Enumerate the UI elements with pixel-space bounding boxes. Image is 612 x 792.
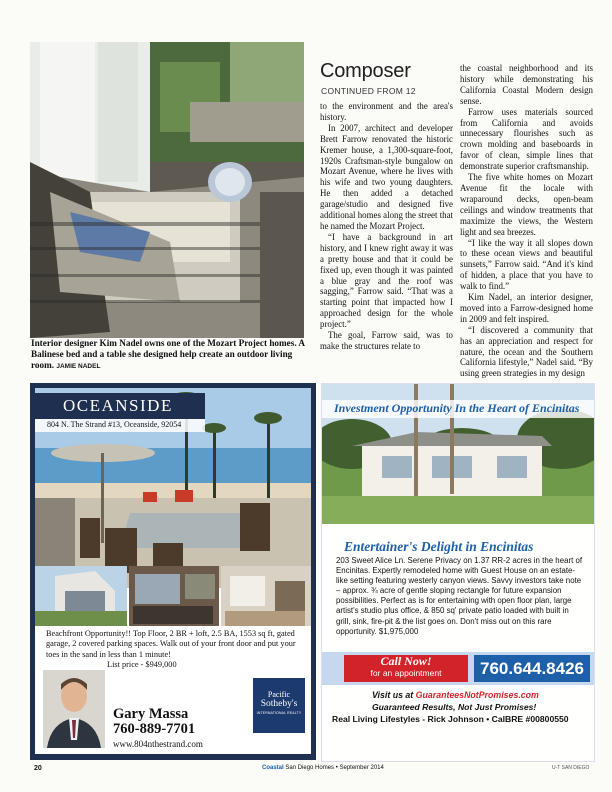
paragraph: the coastal neighborhood and its history while demonstrating his California Coastal Modern design sense.	[460, 63, 593, 106]
footer-publication	[262, 765, 384, 775]
agent-photo	[43, 670, 105, 748]
visit-website-link[interactable]: GuaranteesNotPromises.com	[415, 690, 539, 700]
oceanside-website-link[interactable]: www.804nthestrand.com	[113, 739, 203, 749]
photo-caption	[31, 338, 309, 373]
oceanside-address-bar	[35, 419, 205, 432]
paragraph: The five white homes on Mozart Avenue fit the locale with wraparound decks, open-beam ceilings and window treatments that maximize the views, the Western light and sea breezes.	[460, 172, 593, 237]
sothebys-line2: Sotheby's	[260, 699, 298, 709]
encinitas-body: 203 Sweet Alice Ln. Serene Privacy on 1.37 RR-2 acres in the heart of Encinitas. Expertly remodeled home with Guest House on an estate-like setting featuring westerly canyon views. Savvy investors take note – approx. ¾ acre of gentle sloping rectangle for future expansion possibilities. Perfect as is for entertaining with open floor plan, large artist's studio plus office, & 850 sq' private patio loaded with built in grill, sink, fire-pit & the list goes on. Don't miss out on this rare opportunity. $1,975,000	[336, 556, 583, 636]
oceanside-ad-inner	[35, 388, 311, 754]
oceanside-title-bar	[35, 393, 205, 419]
paragraph: In 2007, architect and developer Brett Farrow renovated the historic Kremer house, a 1,300-square-foot, 1920s Craftsman-style bungalow on Mozart Avenue, where he lives with his wife and two young daughters. He then added a detached garage/studio and designed five additional homes along the street that he named the Mozart Project.	[320, 122, 453, 231]
oceanside-title: OCEANSIDE	[63, 396, 173, 415]
agent-name: Gary Massa	[113, 706, 189, 722]
encinitas-agent-line: Real Living Lifestyles - Rick Johnson • CalBRE #00800550	[332, 714, 569, 724]
encinitas-banner-text: Investment Opportunity In the Heart of Encinitas	[334, 401, 580, 415]
visit-prefix: Visit us at	[372, 690, 416, 700]
sothebys-line3: INTERNATIONAL REALTY	[256, 711, 302, 715]
visit-line	[372, 690, 539, 700]
oceanside-ad	[30, 383, 316, 760]
paragraph: to the environment and the area's history.	[320, 101, 453, 122]
encinitas-tagline: Guaranteed Results, Not Just Promises!	[372, 702, 537, 712]
encinitas-ad	[321, 383, 595, 762]
caption-text: Interior designer Kim Nadel owns one of the Mozart Project homes. A Balinese bed and a table she designed help create an outdoor living room.	[31, 338, 305, 371]
encinitas-subhead: Entertainer's Delight in Encinitas	[344, 539, 534, 554]
footer-right-mark: U-T SAN DIEGO	[552, 765, 590, 771]
sothebys-logo	[253, 678, 305, 733]
oceanside-address: 804 N. The Strand #13, Oceanside, 92054	[47, 420, 182, 429]
article-column-middle	[320, 101, 453, 352]
oceanside-gallery	[35, 566, 311, 626]
patio-photo	[30, 42, 304, 338]
paragraph: Farrow uses materials sourced from California and avoids unnecessary flourishes such as crown molding and baseboards in favor of clean, simple lines that demonstrate superior craftsmanship.	[460, 106, 593, 172]
article-column-right	[460, 63, 593, 379]
paragraph: “I discovered a community that has an appreciation and respect for nature, the ocean and the Southern California lifestyle,” Nadel said. “By using green strategies in my design	[460, 324, 593, 379]
sothebys-line1: Pacific	[267, 690, 291, 699]
paragraph: Kim Nadel, an interior designer, moved into a Farrow-designed home in 2009 and felt inspired.	[460, 292, 593, 324]
continued-from: CONTINUED FROM 12	[321, 86, 416, 96]
page-number: 20	[34, 765, 42, 772]
call-now-badge[interactable]	[344, 655, 468, 682]
for-appointment-text: for an appointment	[370, 668, 442, 678]
paragraph: The goal, Farrow said, was to make the structures relate to	[320, 330, 453, 351]
encinitas-banner	[322, 400, 594, 418]
oceanside-price: List price - $949,000	[107, 660, 177, 669]
paragraph: “I like the way it all slopes down to these ocean views and beautiful sunsets,” Farrow said. “And it's kind of hidden, a place that you have to walk to find.”	[460, 237, 593, 292]
call-now-text: Call Now!	[380, 654, 432, 668]
patio-photo-image	[30, 42, 304, 338]
encinitas-phone[interactable]: 760.644.8426	[474, 655, 590, 682]
paragraph: “I have a background in art history, and I knew right away it was a pretty house and that it could be fixed up, even though it was painted a blue gray and the roof was sagging,” Farrow said. “That was a starting point that impacted how I approached design for the whole project.”	[320, 231, 453, 330]
photo-credit: JAMIE NADEL	[56, 363, 101, 371]
call-now-bar	[322, 652, 594, 685]
agent-phone[interactable]: 760-889-7701	[113, 721, 196, 737]
footer-publication-rest: San Diego Homes • September 2014	[285, 765, 384, 771]
oceanside-description: Beachfront Opportunity!! Top Floor, 2 BR + loft, 2.5 BA, 1553 sq ft, gated garage, 2 covered parking spaces. Walk out of your front door and put your toes in the sand in less than 1 minute!	[46, 629, 296, 659]
article-headline: Composer	[320, 60, 411, 82]
footer-publication-name: Coastal	[262, 765, 284, 771]
